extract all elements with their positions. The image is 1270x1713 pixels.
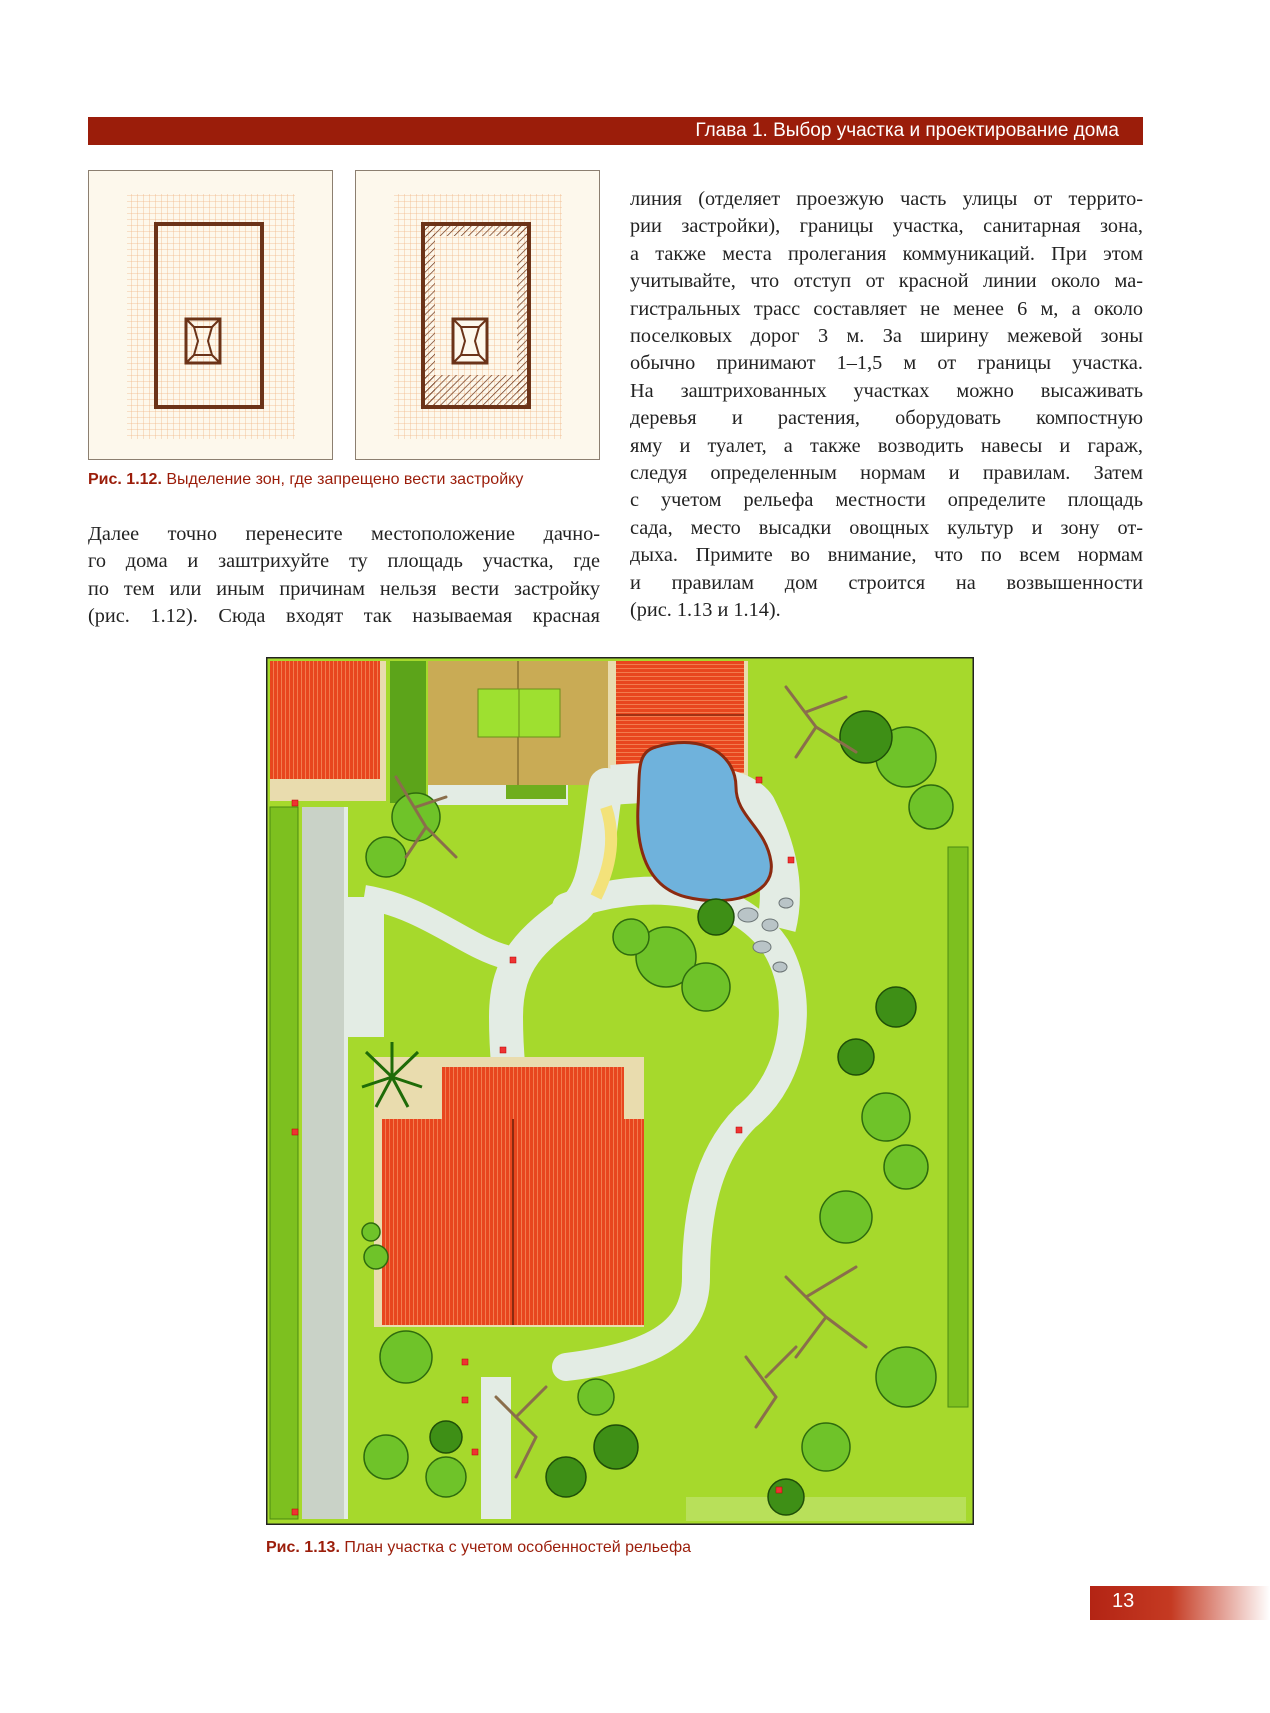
- paragraph-line: яму и туалет, а также возводить навесы и гараж,: [630, 434, 1143, 457]
- figure-1-13-label: Рис. 1.13.: [266, 1539, 340, 1556]
- site-plan-no-hatch: [89, 171, 334, 461]
- paragraph-line: го дома и заштрихуйте ту площадь участка, где: [88, 550, 600, 573]
- paragraph-line: следуя определенным нормам и правилам. Затем: [630, 462, 1143, 485]
- figure-1-13-garden-plan: [266, 657, 974, 1525]
- figure-1-12-caption-text: Выделение зон, где запрещено вести застройку: [166, 471, 524, 488]
- paragraph-line: Далее точно перенесите местоположение дачно-: [88, 523, 600, 545]
- figure-1-13-caption: [266, 1538, 691, 1558]
- paragraph-line: дыха. Примите во внимание, что по всем нормам: [630, 544, 1143, 567]
- chapter-header-bar: [88, 117, 1143, 145]
- paragraph-line: с учетом рельефа местности определите площадь: [630, 489, 1143, 512]
- paragraph-line: гистральных трасс составляет не менее 6 м, а около: [630, 297, 1143, 320]
- chapter-title: Глава 1. Выбор участка и проектирование дома: [695, 120, 1119, 141]
- page-number: 13: [1112, 1590, 1135, 1612]
- right-column-text: [630, 186, 1143, 625]
- paragraph-line: На заштрихованных участках можно высаживать: [630, 379, 1143, 402]
- figure-1-12-label: Рис. 1.12.: [88, 471, 162, 488]
- paragraph-line: рии застройки), границы участка, санитарная зона,: [630, 215, 1143, 238]
- site-plan-hatched: [356, 171, 601, 461]
- paragraph-line: и правилам дом строится на возвышенности: [630, 571, 1143, 594]
- figure-1-12-caption: [88, 470, 523, 490]
- figure-1-12-left-panel: [88, 170, 333, 460]
- paragraph-line: а также места пролегания коммуникаций. При этом: [630, 242, 1143, 265]
- paragraph-line: поселковых дорог 3 м. За ширину межевой зоны: [630, 325, 1143, 348]
- paragraph-line: деревья и растения, оборудовать компостную: [630, 407, 1143, 430]
- paragraph-line: (рис. 1.12). Сюда входят так называемая красная: [88, 605, 600, 628]
- paragraph-line: сада, место высадки овощных культур и зону от-: [630, 516, 1143, 539]
- figure-1-12-right-panel: [355, 170, 600, 460]
- left-column-text: [88, 521, 600, 631]
- paragraph-line: по тем или иным причинам нельзя вести застройку: [88, 577, 600, 600]
- page-number-tab: [1090, 1586, 1270, 1620]
- figure-1-13-caption-text: План участка с учетом особенностей рельефа: [344, 1539, 692, 1556]
- paragraph-line: обычно принимают 1–1,5 м от границы участка.: [630, 352, 1143, 375]
- paragraph-line: линия (отделяет проезжую часть улицы от террито-: [630, 188, 1143, 210]
- paragraph-line: (рис. 1.13 и 1.14).: [630, 599, 781, 622]
- paragraph-line: учитывайте, что отступ от красной линии около ма-: [630, 270, 1143, 293]
- garden-plan-drawing: [266, 657, 974, 1525]
